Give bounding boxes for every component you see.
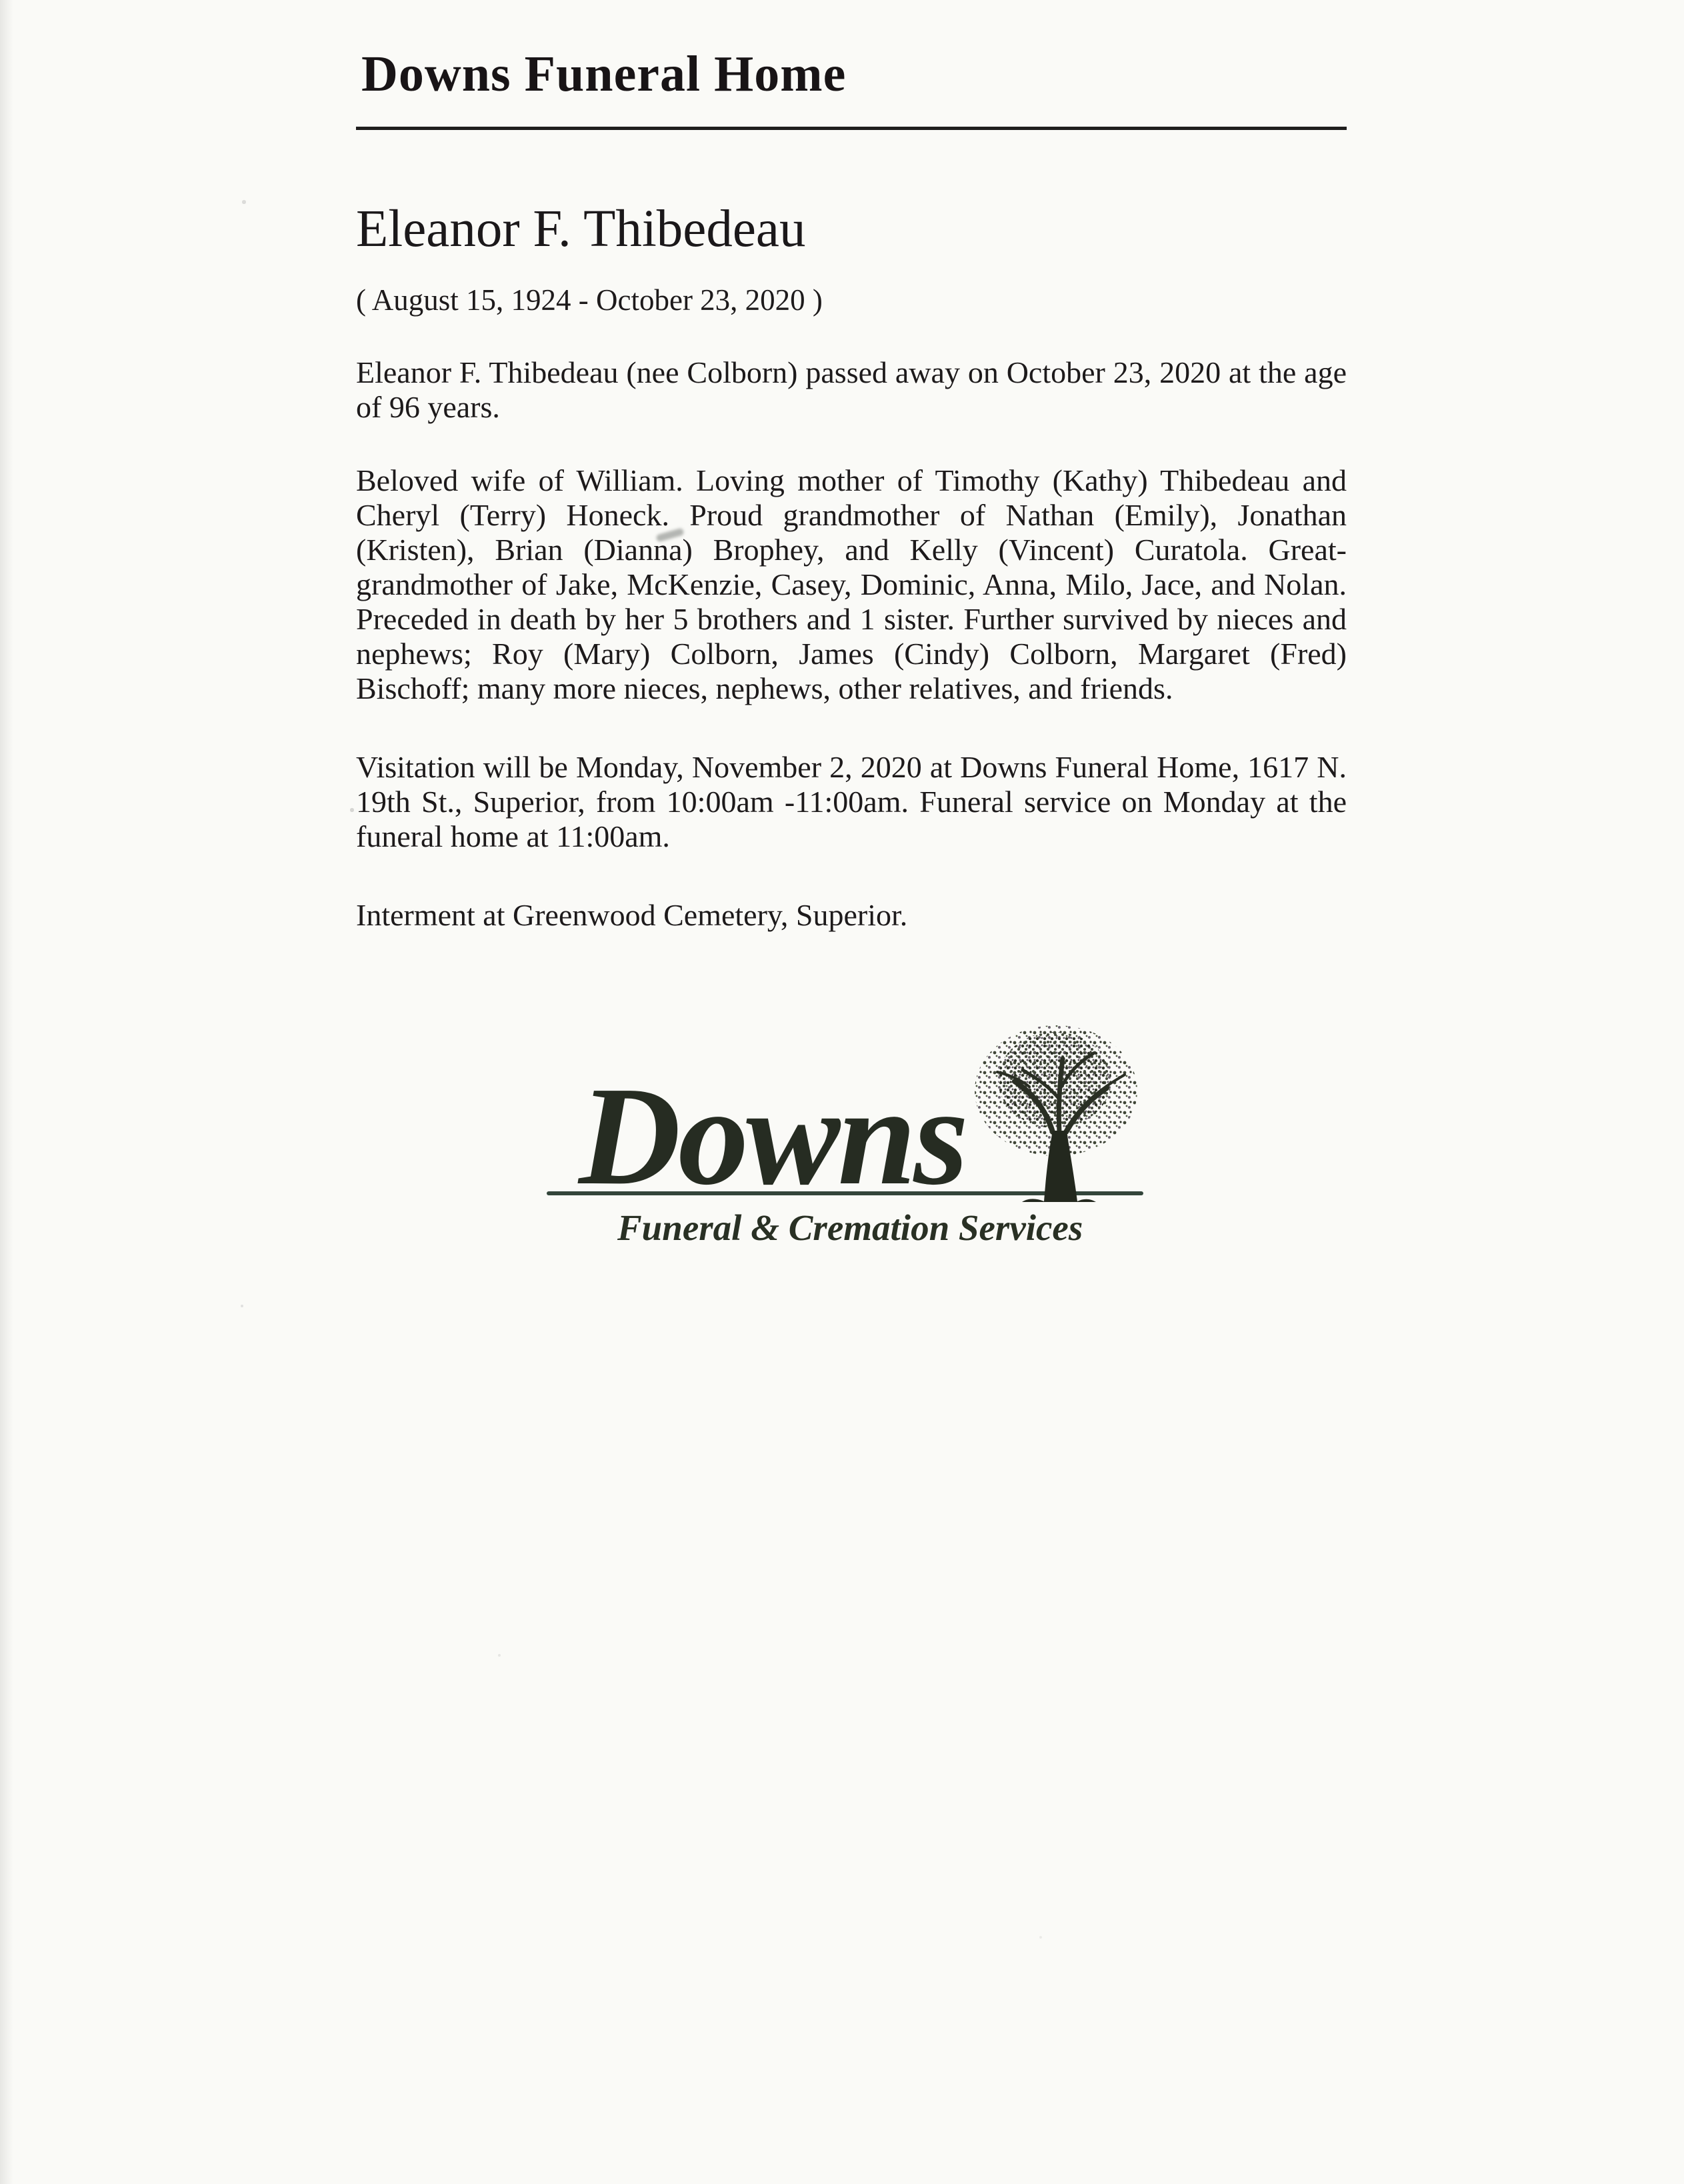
- obituary-paragraph-family: Beloved wife of William. Loving mother of Timothy (Kathy) Thibedeau and Cheryl (Terry) Honeck. Proud grandmother of Nathan (Emily), Jonathan (Kristen), Brian (Dianna) Brophey, and Kelly (Vincent) Curatola. Great-grandmother of Jake, McKenzie, Casey, Dominic, Anna, Milo, Jace, and Nolan. Preceded in death by her 5 brothers and 1 sister. Further survived by nieces and nephews; Roy (Mary) Colborn, James (Cindy) Colborn, Margaret (Fred) Bischoff; many more nieces, nephews, other relatives, and friends.: [356, 463, 1347, 706]
- scan-specks: [0, 0, 1, 1]
- tree-icon: [975, 1025, 1137, 1202]
- obituary-paragraph-visitation: Visitation will be Monday, November 2, 2020 at Downs Funeral Home, 1617 N. 19th St., Superior, from 10:00am -11:00am. Funeral service on Monday at the funeral home at 11:00am.: [356, 750, 1347, 854]
- funeral-home-logo: [523, 1000, 1156, 1273]
- text-column: [356, 0, 1347, 933]
- page-title: Downs Funeral Home: [361, 46, 847, 102]
- deceased-name: Eleanor F. Thibedeau: [356, 199, 806, 258]
- logo-wordmark: Downs: [579, 1057, 966, 1214]
- scan-edge-shadow: [0, 0, 13, 2184]
- obituary-paragraph-death-notice: Eleanor F. Thibedeau (nee Colborn) passed away on October 23, 2020 at the age of 96 years.: [356, 355, 1347, 425]
- logo-tagline: Funeral & Cremation Services: [617, 1207, 1083, 1248]
- obituary-paragraph-interment: Interment at Greenwood Cemetery, Superior.: [356, 898, 908, 933]
- funeral-home-logo-graphic: [523, 1000, 1156, 1273]
- life-dates: ( August 15, 1924 - October 23, 2020 ): [356, 283, 823, 317]
- header-divider: [356, 127, 1347, 130]
